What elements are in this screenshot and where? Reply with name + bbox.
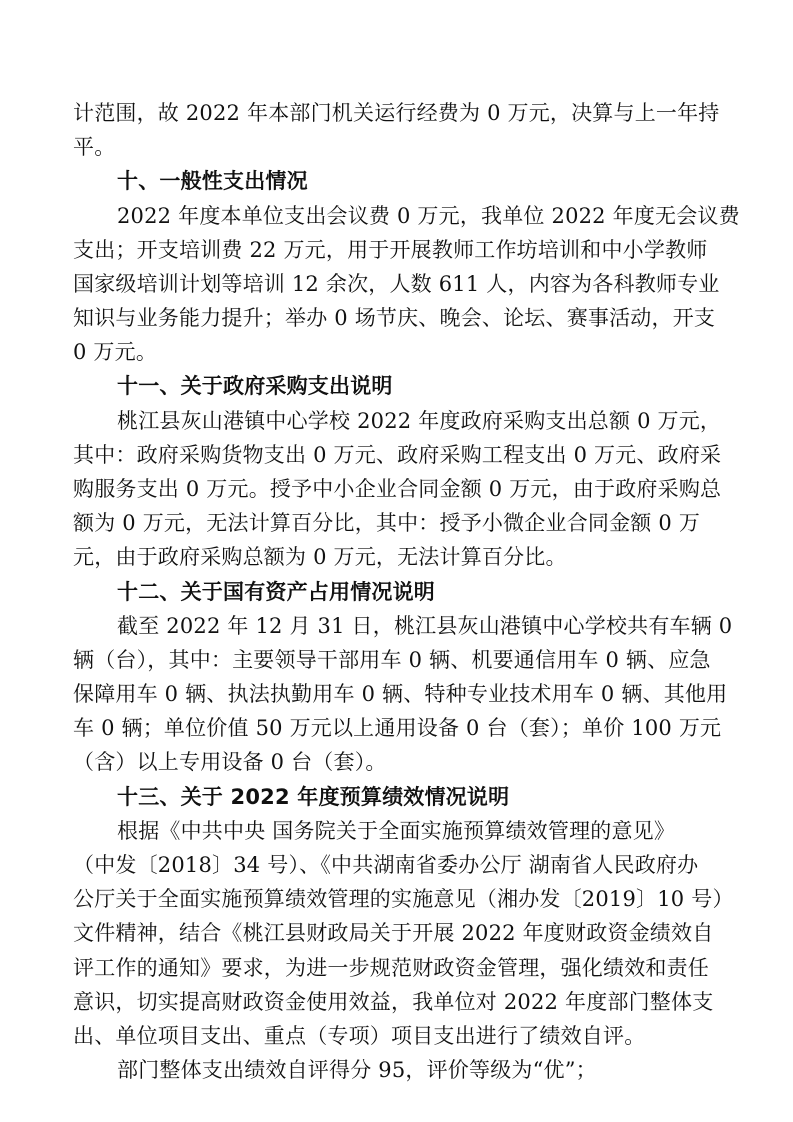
paragraph-line: 保障用车 0 辆、执法执勤用车 0 辆、特种专业技术用车 0 辆、其他用 — [73, 682, 728, 706]
section-heading: 十、一般性支出情况 — [117, 169, 308, 193]
paragraph-line: 0 万元。 — [73, 340, 158, 364]
paragraph-line: 公厅关于全面实施预算绩效管理的实施意见（湘办发〔2019〕10 号） — [73, 887, 734, 911]
paragraph-line: 文件精神，结合《桃江县财政局关于开展 2022 年度财政资金绩效自 — [73, 921, 714, 945]
paragraph-line: 知识与业务能力提升；举办 0 场节庆、晚会、论坛、赛事活动，开支 — [73, 306, 716, 330]
paragraph-line: 其中：政府采购货物支出 0 万元、政府采购工程支出 0 万元、政府采 — [73, 443, 722, 467]
paragraph-line: 根据《中共中央 国务院关于全面实施预算绩效管理的意见》 — [117, 819, 676, 843]
paragraph-line: 截至 2022 年 12 月 31 日，桃江县灰山港镇中心学校共有车辆 0 — [117, 614, 733, 638]
paragraph-line: 意识，切实提高财政资金使用效益，我单位对 2022 年度部门整体支 — [73, 990, 714, 1014]
paragraph-line: （含）以上专用设备 0 台（套）。 — [73, 750, 387, 774]
section-heading: 十一、关于政府采购支出说明 — [117, 374, 393, 398]
paragraph-line: 部门整体支出绩效自评得分 95，评价等级为“优”； — [117, 1058, 597, 1082]
paragraph-line: 桃江县灰山港镇中心学校 2022 年度政府采购支出总额 0 万元， — [117, 409, 722, 433]
paragraph-line: （中发〔2018〕34 号）、《中共湖南省委办公厅 湖南省人民政府办 — [73, 853, 699, 877]
paragraph-line: 车 0 辆；单位价值 50 万元以上通用设备 0 台（套）；单价 100 万元 — [73, 716, 722, 740]
paragraph-line: 购服务支出 0 万元。授予中小企业合同金额 0 万元，由于政府采购总 — [73, 477, 722, 501]
paragraph-line: 评工作的通知》要求，为进一步规范财政资金管理，强化绩效和责任 — [73, 956, 709, 980]
section-heading: 十三、关于 2022 年度预算绩效情况说明 — [117, 785, 510, 809]
paragraph-line: 额为 0 万元，无法计算百分比，其中：授予小微企业合同金额 0 万 — [73, 511, 701, 535]
paragraph-line: 国家级培训计划等培训 12 余次，人数 611 人，内容为各科教师专业 — [73, 272, 720, 296]
paragraph-line: 支出；开支培训费 22 万元，用于开展教师工作坊培训和中小学教师 — [73, 238, 708, 262]
paragraph-line: 出、单位项目支出、重点（专项）项目支出进行了绩效自评。 — [73, 1024, 646, 1048]
section-heading: 十二、关于国有资产占用情况说明 — [117, 580, 435, 604]
paragraph-line: 2022 年度本单位支出会议费 0 万元，我单位 2022 年度无会议费 — [117, 204, 740, 228]
paragraph-line: 元，由于政府采购总额为 0 万元，无法计算百分比。 — [73, 545, 567, 569]
paragraph-line: 辆（台），其中：主要领导干部用车 0 辆、机要通信用车 0 辆、应急 — [73, 648, 711, 672]
paragraph-line: 平。 — [73, 135, 116, 159]
paragraph-line: 计范围，故 2022 年本部门机关运行经费为 0 万元，决算与上一年持 — [73, 101, 720, 125]
